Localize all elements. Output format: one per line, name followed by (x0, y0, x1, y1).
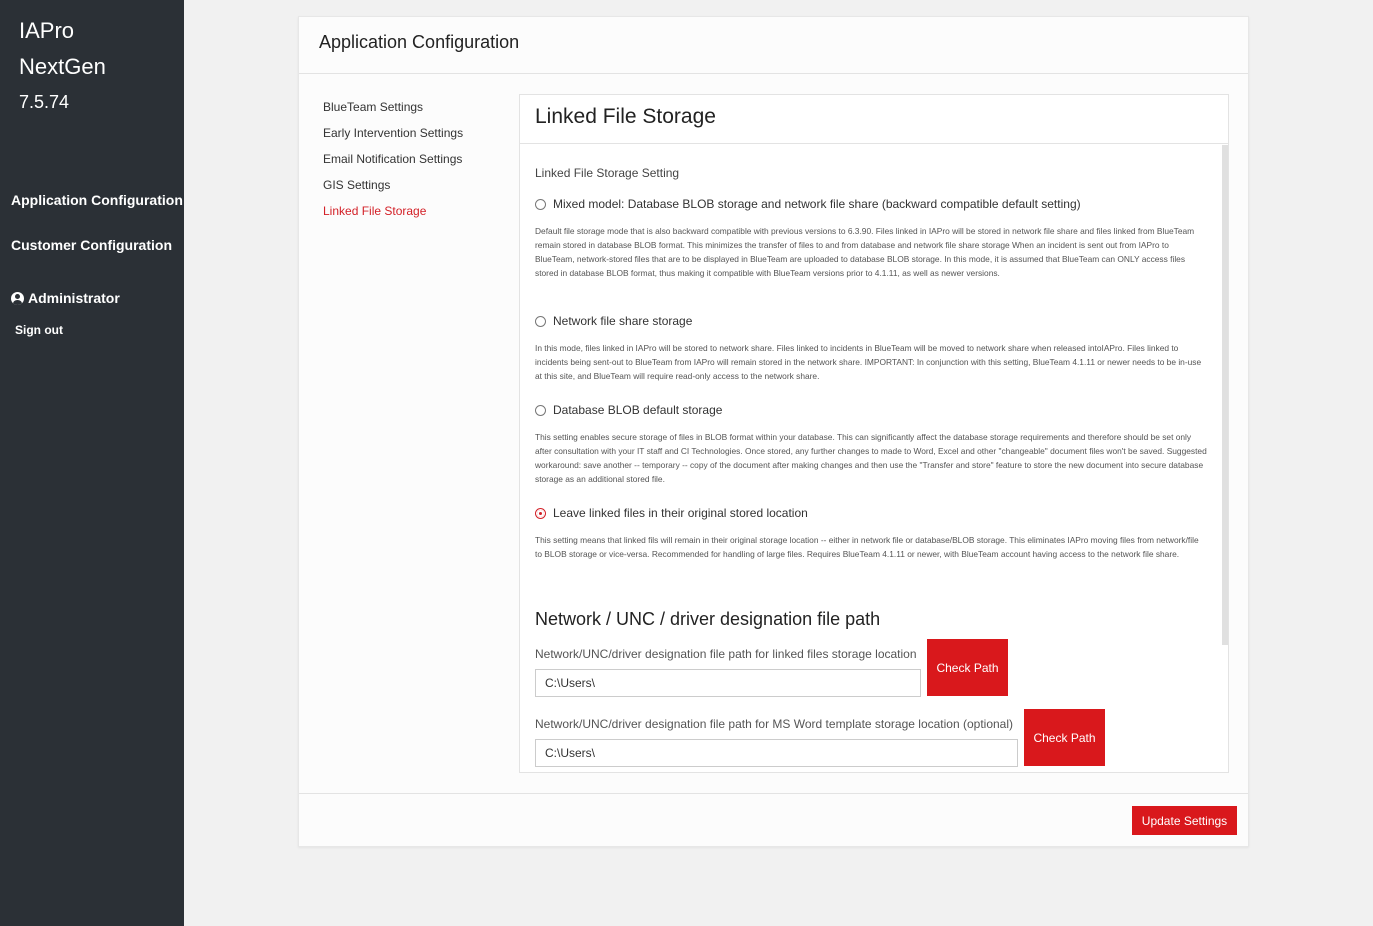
option-network-file-share[interactable] (535, 314, 692, 328)
storage-setting-label: Linked File Storage Setting (535, 166, 680, 180)
option-label: Network file share storage (553, 314, 693, 328)
radio-leave-original[interactable] (535, 508, 546, 519)
linked-files-path-label: Network/UNC/driver designation file path for linked files storage location (535, 647, 917, 661)
nav-customer-configuration[interactable]: Customer Configuration (11, 237, 172, 253)
option-description: In this mode, files linked in IAPro will be stored to network share. Files linked to incidents in BlueTeam will be moved to network share when released intoIAPro. Files linked to incidents being sent-out to BlueTeam from IAPro will remain stored in the network share. IMPORTANT: In conjunction with this setting, BlueTeam 4.1.11 or newer needs to be in-use at this site, and BlueTeam will require read-only access to the network share. (535, 343, 1202, 381)
update-settings-button[interactable]: Update Settings (1132, 806, 1237, 835)
option-description: This setting enables secure storage of files in BLOB format within your database. This can significantly affect the database storage requirements and therefore should be set only after consultation with your IT staff and CI Technologies. Once stored, any further changes to made to Word, Excel and other "changeable" document files won't be saved. Suggested workaround: save another -- temporary -- copy of the document after making changes and then use the "Transfer and store" feature to store the new document into secure database storage as an additional stored file. (535, 432, 1207, 484)
word-template-path-input[interactable] (535, 739, 1018, 767)
user-circle-icon (11, 292, 24, 305)
option-database-blob[interactable] (535, 403, 722, 417)
option-mixed-model[interactable] (535, 197, 1081, 211)
linked-file-storage-panel (519, 94, 1229, 773)
radio-mixed-model[interactable] (535, 199, 546, 210)
option-description: Default file storage mode that is also backward compatible with previous versions to 6.3.90. Files linked in IAPro will be stored in network file share and files linked from BlueTeam remain stored in database BLOB format. This minimizes the transfer of files to and from database and network file share storage When an incident is sent out from IAPro to BlueTeam, network-stored files that are to be displayed in BlueTeam are uploaded to database BLOB storage. In this mode, it is assumed that BlueTeam can ONLY access files stored in database BLOB format, thus making it compatible with BlueTeam versions prior to 4.1.11, as well as newer versions. (535, 226, 1195, 278)
option-label: Database BLOB default storage (553, 403, 723, 417)
linked-files-path-input[interactable] (535, 669, 921, 697)
panel-body (520, 145, 1223, 772)
option-description: This setting means that linked fils will remain in their original storage location -- either in network file or database/BLOB storage. This eliminates IAPro moving files from network/file to BLOB storage or vice-versa. Recommended for handling of large files. Requires BlueTeam 4.1.11 or newer, with BlueTeam account having access to the network file share. (535, 535, 1199, 559)
page-title: Application Configuration (299, 17, 1248, 74)
settings-card (298, 16, 1249, 847)
brand-name-line2: NextGen (19, 54, 106, 79)
check-template-path-button[interactable]: Check Path (1024, 709, 1105, 766)
nav-application-configuration[interactable]: Application Configuration (11, 192, 183, 208)
menu-item-blueteam-settings[interactable]: BlueTeam Settings (323, 100, 424, 114)
radio-database-blob[interactable] (535, 405, 546, 416)
menu-item-linked-file-storage[interactable]: Linked File Storage (323, 204, 427, 218)
user-menu[interactable] (11, 290, 120, 306)
sidebar (0, 0, 184, 926)
option-leave-original[interactable] (535, 506, 808, 520)
menu-item-early-intervention-settings[interactable]: Early Intervention Settings (323, 126, 464, 140)
network-path-heading: Network / UNC / driver designation file path (535, 609, 881, 629)
card-footer (299, 793, 1248, 847)
word-template-path-label: Network/UNC/driver designation file path for MS Word template storage location (optional) (535, 717, 1013, 731)
radio-network-file-share[interactable] (535, 316, 546, 327)
sign-out-link[interactable]: Sign out (15, 323, 63, 337)
settings-menu (323, 99, 463, 229)
panel-title: Linked File Storage (520, 95, 1228, 144)
check-path-button[interactable]: Check Path (927, 639, 1008, 696)
brand-name-line1: IAPro (19, 18, 75, 43)
menu-item-email-notification-settings[interactable]: Email Notification Settings (323, 152, 463, 166)
menu-item-gis-settings[interactable]: GIS Settings (323, 178, 391, 192)
option-label: Leave linked files in their original stored location (553, 506, 808, 520)
user-name: Administrator (28, 290, 120, 306)
option-label: Mixed model: Database BLOB storage and network file share (backward compatible default setting) (553, 197, 1081, 211)
brand (19, 13, 106, 119)
version-label: 7.5.74 (19, 92, 70, 112)
